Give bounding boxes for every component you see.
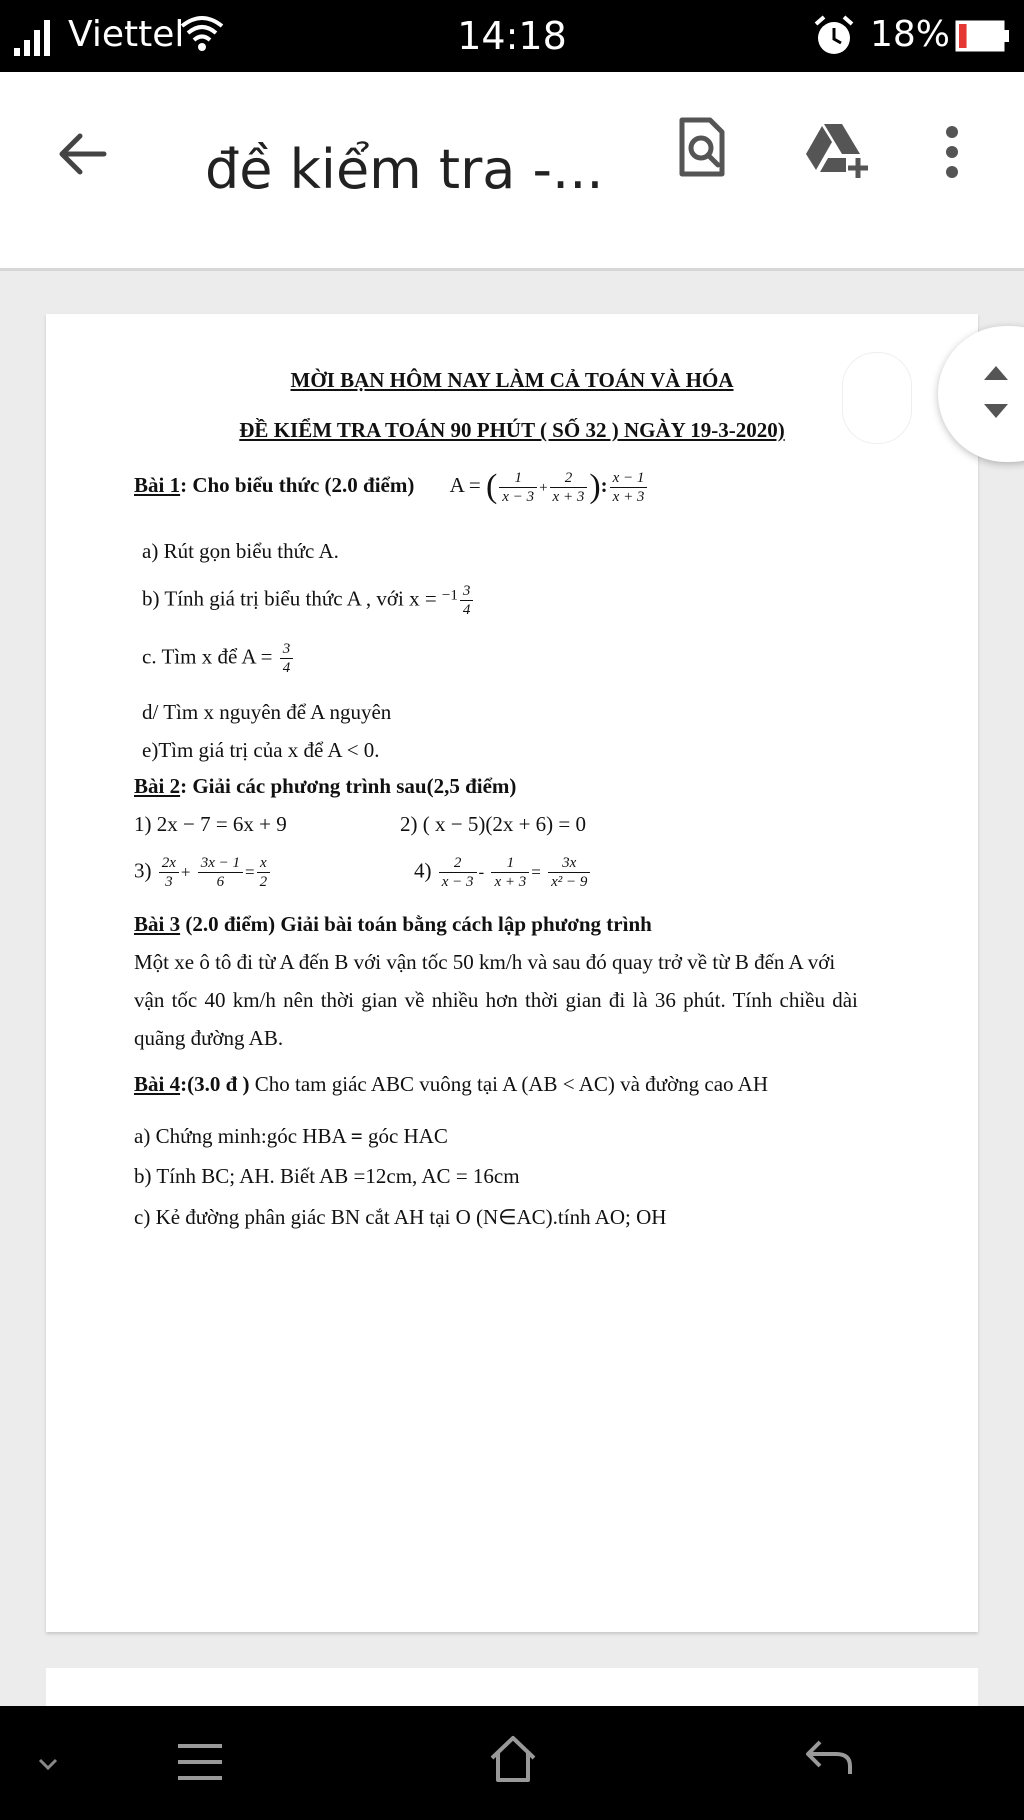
battery-icon (955, 20, 1011, 52)
bai4-header (134, 1072, 768, 1097)
bai3-line-1: Một xe ô tô đi từ A đến B với vận tốc 50 km/h và sau đó quay trở về từ B đến A với (134, 950, 836, 974)
bai2-equation-3: 3) $\frac{2x}{3}$ + $\frac{3x - 1}{6}$ = $\frac{x}{2}$ (134, 854, 272, 891)
menu-icon[interactable] (176, 1742, 224, 1782)
bai4-title-bold: :(3.0 đ ) (180, 1072, 250, 1096)
document-content (46, 314, 978, 1632)
status-bar (0, 0, 1024, 72)
chevron-down-icon[interactable] (38, 1758, 58, 1770)
fast-scroll-handle[interactable] (938, 326, 1024, 462)
bai3-label: Bài 3 (134, 912, 181, 936)
bai3-title: (2.0 điểm) Giải bài toán bằng cách lập phương trình (180, 912, 652, 936)
bai1-fraction-3: $\frac{x - 1}{x + 3}$ (610, 469, 648, 506)
bai4-label: Bài 4 (134, 1072, 181, 1096)
bai2-title: : Giải các phương trình sau(2,5 điểm) (180, 774, 517, 798)
heading-exam-title: ĐỀ KIỂM TRA TOÁN 90 PHÚT ( SỐ 32 ) NGÀY 19-3-2020) (239, 418, 785, 442)
bai2-equation-2: 2) ( x − 5)(2x + 6) = 0 (400, 812, 586, 836)
home-icon[interactable] (488, 1734, 538, 1784)
more-vert-icon[interactable] (940, 124, 964, 180)
back-arrow-icon[interactable] (52, 124, 112, 184)
bai1-fraction-1: $\frac{1}{x - 3}$ (499, 469, 537, 506)
bai2-label: Bài 2 (134, 774, 181, 798)
find-in-page-icon[interactable] (676, 116, 728, 180)
bai1-fraction-2: $\frac{2}{x + 3}$ (550, 469, 588, 506)
bai1-part-d: d/ Tìm x nguyên để A nguyên (142, 700, 392, 724)
bai1-part-c: c. Tìm x để A = $\frac{3}{4}$ (142, 640, 295, 677)
alarm-icon (812, 14, 856, 58)
bai2-equation-4: 4) $\frac{2}{x - 3}$ - $\frac{1}{x + 3}$ = $\frac{3x}{\text{x² − 9}}$ (414, 854, 592, 891)
back-icon[interactable] (804, 1738, 854, 1778)
heading-announcement: MỜI BẠN HÔM NAY LÀM CẢ TOÁN VÀ HÓA (290, 368, 734, 392)
bai1-header: Bài 1: Cho biểu thức (2.0 điểm) A = ( $\frac{1}{x - 3}$ + $\frac{2}{x + 3}$ ): $\frac{x - 1}{x + 3}$ (134, 468, 649, 506)
bai1-part-e: e)Tìm giá trị của x để A < 0. (142, 738, 380, 762)
battery-percent: 18% (870, 14, 951, 55)
scroll-up-down-icon (938, 326, 1024, 462)
bai4-part-c: c) Kẻ đường phân giác BN cắt AH tại O (N∈AC).tính AO; OH (134, 1205, 667, 1229)
bai1-part-b: b) Tính giá trị biểu thức A , với x = $^{-1}$ $\frac{3}{4}$ (142, 582, 475, 619)
app-bar (0, 72, 1024, 271)
carrier-name: Viettel (68, 14, 185, 55)
bai1-c-fraction: $\frac{3}{4}$ (280, 640, 294, 677)
bai1-formula-prefix: A = (449, 472, 481, 497)
bai1-label: Bài 1 (134, 472, 181, 497)
page-indicator-bubble (842, 352, 912, 444)
document-title: đề kiểm tra -... (205, 138, 604, 201)
bai2-header (134, 774, 516, 799)
add-to-drive-icon[interactable] (806, 122, 872, 178)
clock-time: 14:18 (457, 14, 567, 58)
next-page-edge (46, 1668, 978, 1708)
bai4-title-rest: Cho tam giác ABC vuông tại A (AB < AC) và đường cao AH (249, 1072, 768, 1096)
bai2-equation-1: 1) 2x − 7 = 6x + 9 (134, 812, 287, 836)
bai1-title: : Cho biểu thức (2.0 điểm) (180, 472, 415, 497)
bai3-header (134, 912, 652, 937)
bai3-line-3: quãng đường AB. (134, 1026, 284, 1050)
bai4-part-a: a) Chứng minh:góc HBA = góc HAC (134, 1124, 448, 1148)
document-page (46, 314, 978, 1632)
bai1-part-a: a) Rút gọn biểu thức A. (142, 539, 339, 563)
bai1-mixed-fraction: $\frac{3}{4}$ (460, 582, 474, 619)
system-nav-bar (0, 1706, 1024, 1820)
bai4-part-b: b) Tính BC; AH. Biết AB =12cm, AC = 16cm (134, 1164, 520, 1188)
bai3-line-2: vận tốc 40 km/h nên thời gian về nhiều hơn thời gian đi là 36 phút. Tính chiều dài (134, 988, 858, 1012)
